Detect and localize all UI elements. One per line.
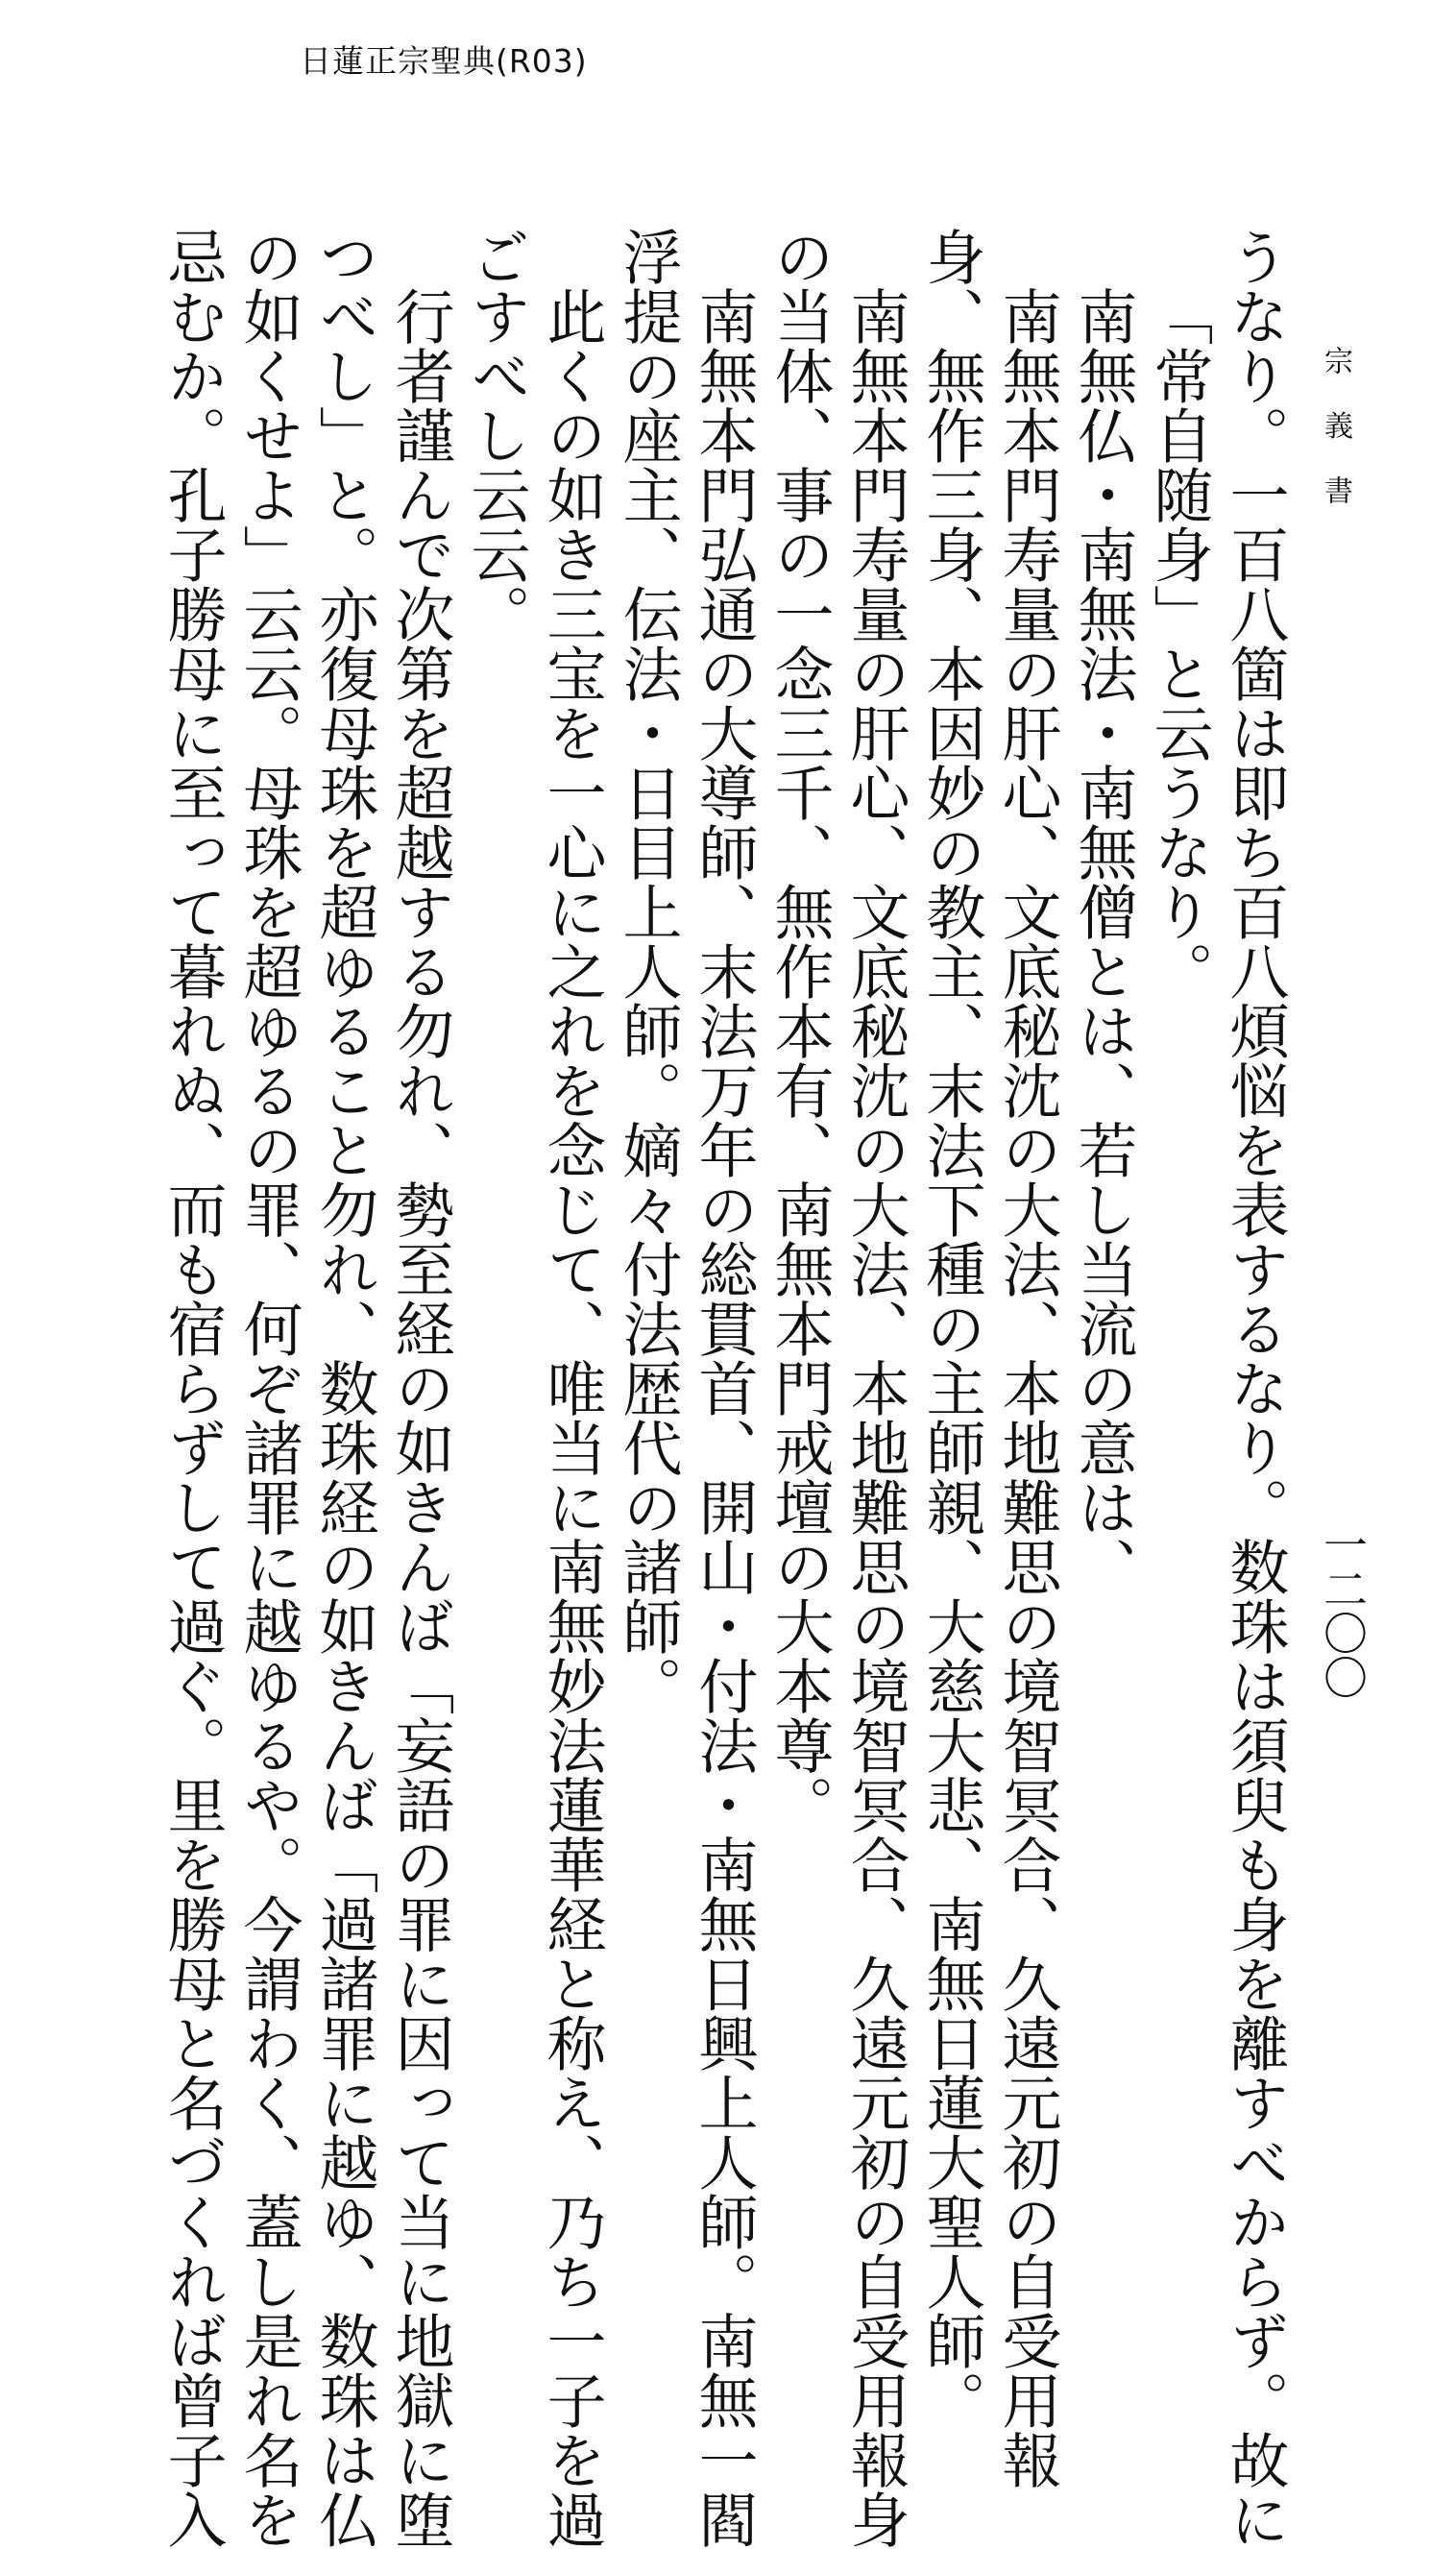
text-column: 此くの如き三宝を一心に之れを念じて、唯当に南無妙法蓮華経と称え、乃ち一子を過: [537, 286, 607, 2549]
text-column: つべし」と。亦復母珠を超ゆること勿れ、数珠経の如きんば「過諸罪に越ゆ、数珠は仏: [309, 227, 379, 2549]
running-head: 宗 義 書: [1319, 346, 1352, 519]
text-column: 南無本門寿量の肝心、文底秘沈の大法、本地難思の境智冥合、久遠元初の自受用報: [992, 286, 1062, 2489]
text-column: ごすべし云云。: [461, 227, 531, 643]
page-number: 一二〇〇: [1317, 1522, 1369, 1699]
text-column: 身、無作三身、本因妙の教主、末法下種の主師親、大慈大悲、南無日蓮大聖人師。: [916, 227, 986, 2430]
text-column: 南無本門弘通の大導師、末法万年の総貫首、開山・付法・南無日興上人師。南無一閻: [689, 286, 759, 2549]
text-column: 浮提の座主、伝法・日目上人師。嫡々付法歴代の諸師。: [613, 227, 683, 1715]
document-header-title: 日蓮正宗聖典(R03): [300, 42, 588, 80]
text-column: の当体、事の一念三千、無作本有、南無本門戒壇の大本尊。: [764, 227, 835, 1834]
text-column: 南無本門寿量の肝心、文底秘沈の大法、本地難思の境智冥合、久遠元初の自受用報身: [840, 286, 910, 2549]
text-column: 行者謹んで次第を超越する勿れ、勢至経の如きんば「妄語の罪に因って当に地獄に堕: [385, 286, 455, 2549]
text-column: うなり。一百八箇は即ち百八煩悩を表するなり。数珠は須臾も身を離すべからず。故に: [1220, 227, 1290, 2549]
text-column: 南無仏・南無法・南無僧とは、若し当流の意は、: [1068, 286, 1138, 1596]
body-text: [155, 227, 1293, 2549]
text-column: の如くせよ」云云。母珠を超ゆるの罪、何ぞ諸罪に越ゆるや。今謂わく、蓋し是れ名を: [233, 227, 303, 2549]
text-column: 「常自随身」と云うなり。: [1144, 286, 1214, 1001]
text-column: 忌むか。孔子勝母に至って暮れぬ、而も宿らずして過ぐ。里を勝母と名づくれば曾子入: [158, 227, 228, 2549]
